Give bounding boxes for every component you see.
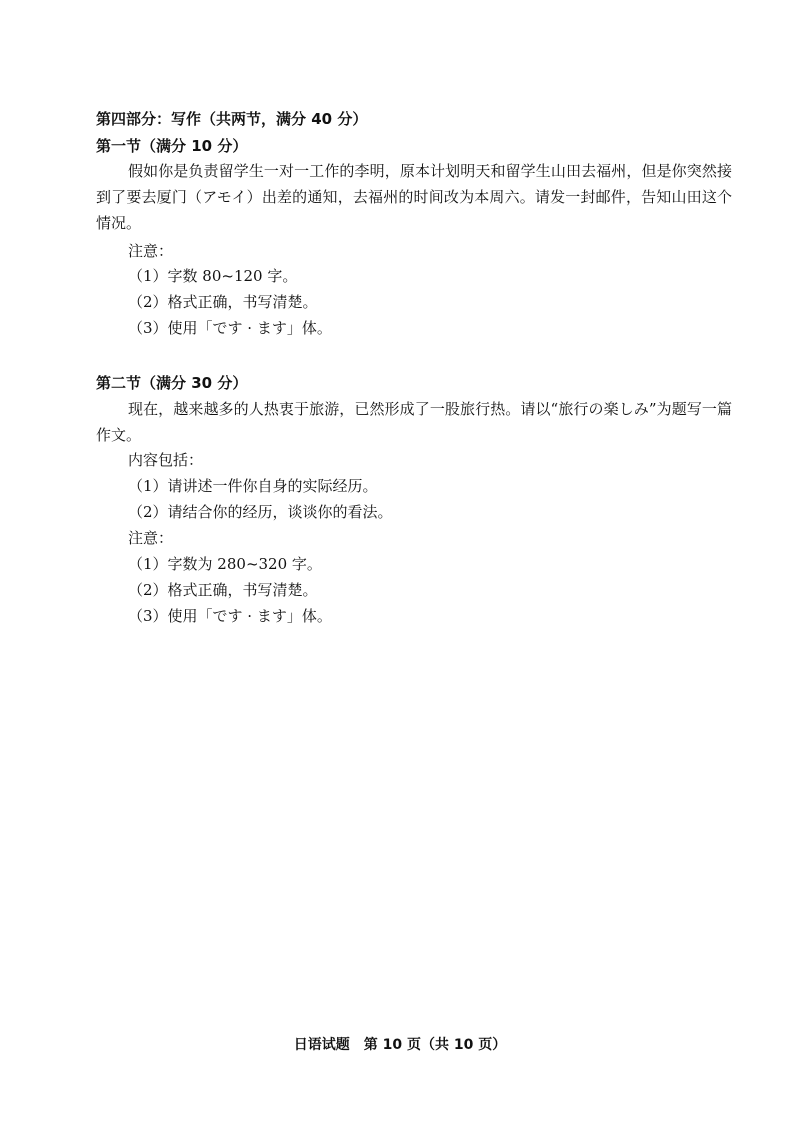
section1-notes-label: 注意： xyxy=(128,242,174,260)
section1-note-item: （1）字数 80~120 字。 xyxy=(128,267,298,285)
section1-note-item: （2）格式正确，书写清楚。 xyxy=(128,293,318,311)
section2-note-item: （2）格式正确，书写清楚。 xyxy=(128,581,318,599)
section1-note-item: （3）使用「です · ます」体。 xyxy=(128,319,332,337)
section2-note-item: （3）使用「です · ます」体。 xyxy=(128,607,332,625)
page-footer xyxy=(0,1034,800,1054)
part-title: 第四部分：写作（共两节，满分 40 分） xyxy=(96,110,368,128)
section2-note-item: （1）字数为 280~320 字。 xyxy=(128,555,322,573)
section2-prompt: 现在，越来越多的人热衷于旅游，已然形成了一股旅行热。请以“旅行の楽しみ”为题写一篇作文。 xyxy=(96,400,732,444)
section2-notes-label: 注意： xyxy=(128,529,174,547)
section2-content-item: （1）请讲述一件你自身的实际经历。 xyxy=(128,477,378,495)
section2-content-item: （2）请结合你的经历，谈谈你的看法。 xyxy=(128,503,393,521)
footer-page-number: 第 10 页（共 10 页） xyxy=(363,1037,507,1053)
section1-heading: 第一节（满分 10 分） xyxy=(96,137,248,155)
footer-subject: 日语试题 xyxy=(293,1037,350,1053)
section1-prompt: 假如你是负责留学生一对一工作的李明，原本计划明天和留学生山田去福州，但是你突然接到了要去厦门（アモイ）出差的通知，去福州的时间改为本周六。请发一封邮件，告知山田这个情况。 xyxy=(96,162,732,232)
section2-heading: 第二节（满分 30 分） xyxy=(96,374,248,392)
section2-content-label: 内容包括： xyxy=(128,451,204,469)
